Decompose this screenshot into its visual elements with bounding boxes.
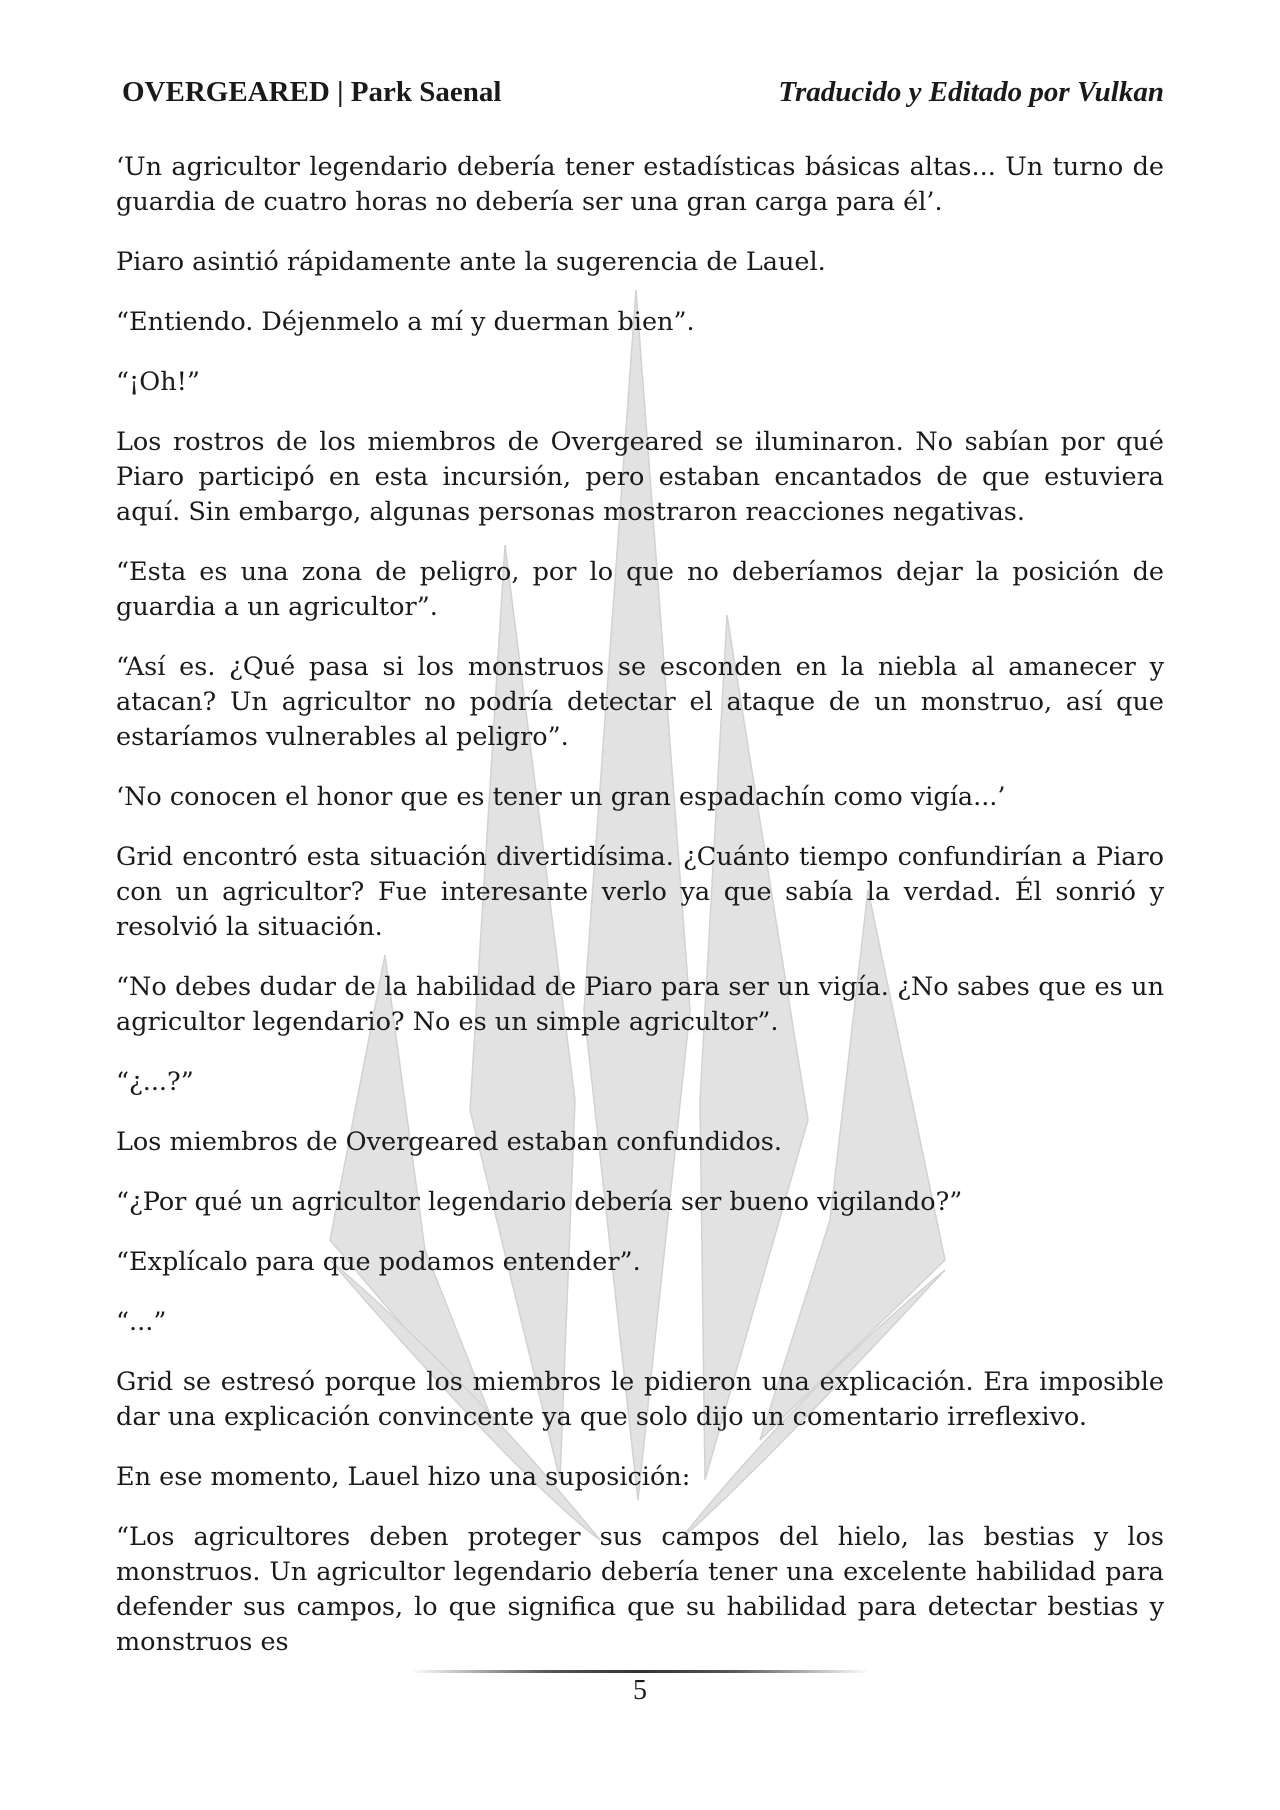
paragraph: ‘No conocen el honor que es tener un gran espadachín como vigía...’ bbox=[116, 782, 1006, 812]
paragraph: Grid se estresó porque los miembros le pidieron una explicación. Era imposible dar una explicación convincente ya que solo dijo un comentario irreflexivo. bbox=[116, 1367, 1164, 1432]
paragraph: Piaro asintió rápidamente ante la sugerencia de Lauel. bbox=[116, 247, 826, 277]
page-number: 5 bbox=[633, 1675, 647, 1706]
header-book-title: OVERGEARED | Park Saenal bbox=[122, 76, 502, 108]
paragraph: “No debes dudar de la habilidad de Piaro para ser un vigía. ¿No sabes que es un agricultor legendario? No es un simple agricultor”. bbox=[116, 972, 1164, 1037]
paragraph: “Los agricultores deben proteger sus campos del hielo, las bestias y los monstruos. Un agricultor legendario debería tener una excelente habilidad para defender sus campos, lo que significa que su habilidad para detectar bestias y monstruos es bbox=[116, 1522, 1164, 1657]
footer-divider bbox=[410, 1670, 870, 1673]
paragraph: ‘Un agricultor legendario debería tener estadísticas básicas altas... Un turno de guardia de cuatro horas no debería ser una gran carga para él’. bbox=[116, 152, 1164, 217]
paragraph: Grid encontró esta situación divertidísima. ¿Cuánto tiempo confundirían a Piaro con un agricultor? Fue interesante verlo ya que sabía la verdad. Él sonrió y resolvió la situación. bbox=[116, 842, 1164, 942]
paragraph: “Entiendo. Déjenmelo a mí y duerman bien”. bbox=[116, 307, 695, 337]
paragraph: “Así es. ¿Qué pasa si los monstruos se esconden en la niebla al amanecer y atacan? Un agricultor no podría detectar el ataque de un monstruo, así que estaríamos vulnerables al peligro”. bbox=[116, 652, 1164, 752]
page-header bbox=[122, 76, 1164, 116]
paragraph: “...” bbox=[116, 1307, 167, 1337]
paragraph: “Explícalo para que podamos entender”. bbox=[116, 1247, 641, 1277]
header-translator-credit: Traducido y Editado por Vulkan bbox=[778, 76, 1164, 108]
paragraph: “Esta es una zona de peligro, por lo que no deberíamos dejar la posición de guardia a un agricultor”. bbox=[116, 557, 1164, 622]
document-body bbox=[116, 150, 1164, 1685]
paragraph: “¡Oh!” bbox=[116, 367, 200, 397]
paragraph: Los miembros de Overgeared estaban confundidos. bbox=[116, 1127, 782, 1157]
paragraph: “¿Por qué un agricultor legendario debería ser bueno vigilando?” bbox=[116, 1187, 963, 1217]
paragraph: En ese momento, Lauel hizo una suposición: bbox=[116, 1462, 691, 1492]
paragraph: “¿...?” bbox=[116, 1067, 194, 1097]
paragraph: Los rostros de los miembros de Overgeared se iluminaron. No sabían por qué Piaro participó en esta incursión, pero estaban encantados de que estuviera aquí. Sin embargo, algunas personas mostraron reacciones negativas. bbox=[116, 427, 1164, 527]
